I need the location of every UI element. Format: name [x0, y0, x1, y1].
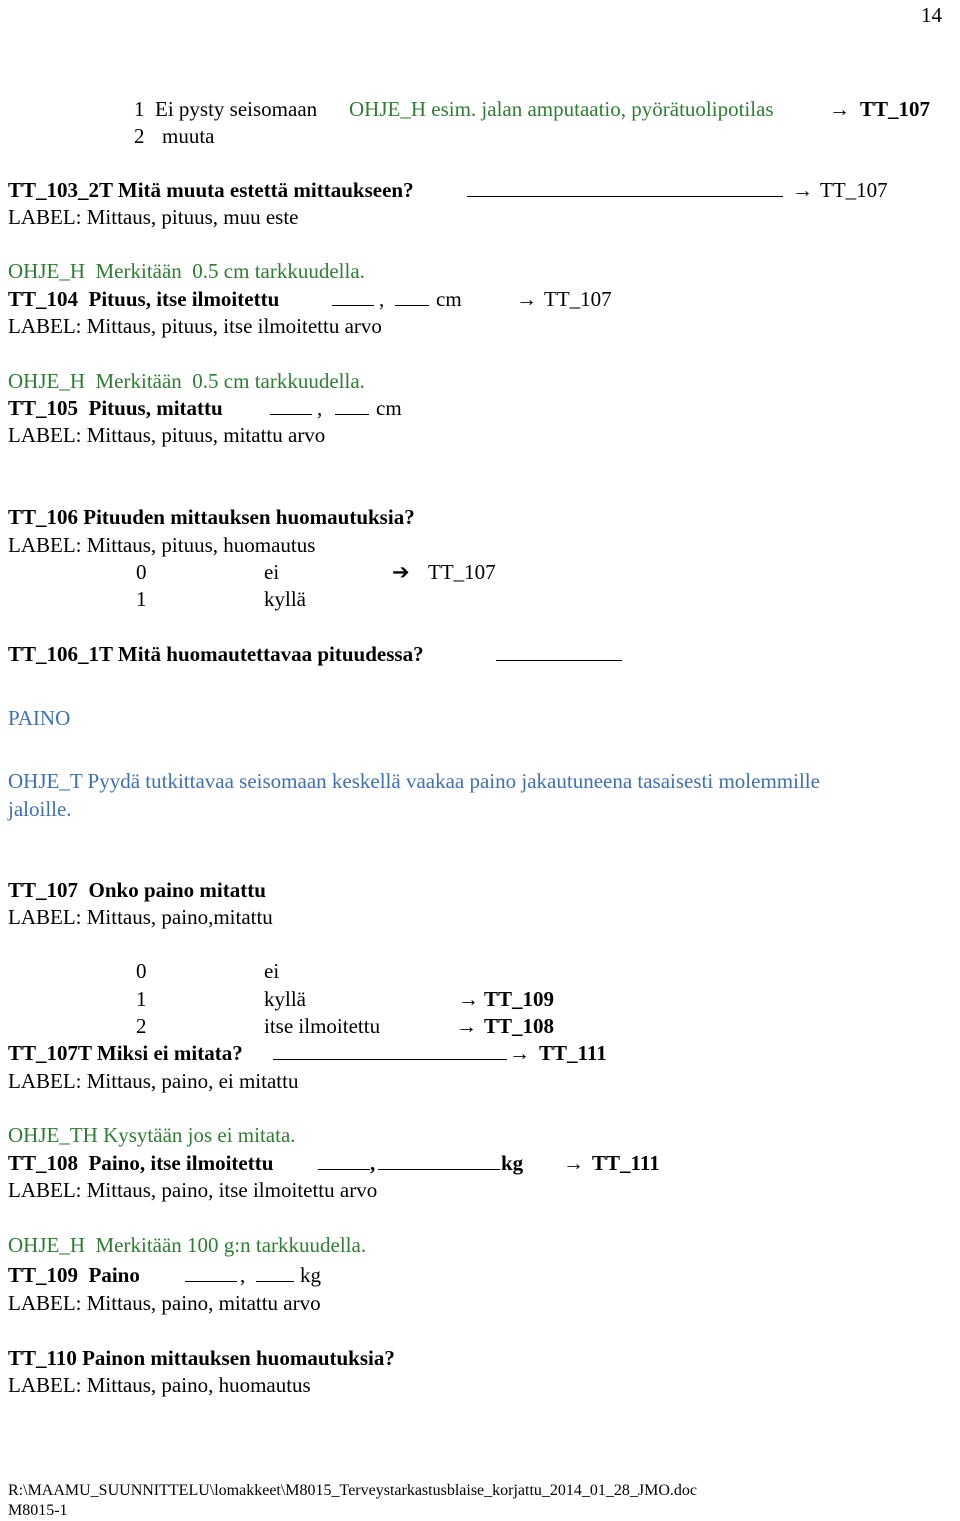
- option-1-goto: TT_107: [860, 97, 931, 121]
- option-0-label: ei: [264, 959, 280, 983]
- answer-blank[interactable]: [273, 1040, 507, 1066]
- option-1-label: kyllä: [264, 987, 306, 1011]
- label-line: LABEL: Mittaus, pituus, muu este: [8, 205, 299, 229]
- unit-label: cm: [376, 396, 402, 420]
- goto-tt109: TT_109: [484, 987, 555, 1011]
- question-tt108: TT_108 Paino, itse ilmoitettu: [8, 1151, 274, 1175]
- goto-tt107: TT_107: [428, 560, 496, 584]
- question-tt105: TT_105 Pituus, mitattu: [8, 396, 223, 420]
- unit-label: kg: [300, 1263, 321, 1287]
- label-line: LABEL: Mittaus, pituus, mitattu arvo: [8, 423, 326, 447]
- answer-blank[interactable]: [256, 1262, 294, 1288]
- footer-form-code: M8015-1: [8, 1502, 68, 1519]
- goto-tt107: TT_107: [544, 287, 612, 311]
- answer-blank[interactable]: [395, 286, 429, 312]
- goto-tt107: TT_107: [820, 178, 888, 202]
- unit-label: kg: [501, 1151, 524, 1175]
- option-1-code: 1: [136, 987, 147, 1011]
- option-2-label: muuta: [162, 124, 215, 148]
- label-line: LABEL: Mittaus, paino,mitattu: [8, 905, 273, 929]
- answer-blank[interactable]: [496, 641, 622, 667]
- page-number: 14: [921, 3, 942, 27]
- label-line: LABEL: Mittaus, pituus, huomautus: [8, 533, 316, 557]
- option-2-code: 2: [136, 1014, 147, 1038]
- comma-separator: ,: [370, 1151, 376, 1175]
- arrow-right-icon: →: [516, 287, 537, 311]
- label-line: LABEL: Mittaus, paino, itse ilmoitettu arvo: [8, 1178, 378, 1202]
- question-tt107t: TT_107T Miksi ei mitata?: [8, 1041, 243, 1065]
- comma-separator: ,: [379, 287, 385, 311]
- option-2-code: 2: [134, 124, 145, 148]
- option-2-label: itse ilmoitettu: [264, 1014, 381, 1038]
- answer-blank[interactable]: [185, 1262, 237, 1288]
- option-1-label: Ei pysty seisomaan: [155, 97, 318, 121]
- comma-separator: ,: [317, 396, 323, 420]
- arrow-right-icon: →: [829, 97, 850, 121]
- footer-file-path: R:\MAAMU_SUUNNITTELU\lomakkeet\M8015_Terveystarkastusblaise_korjattu_2014_01_28_JMO.doc: [8, 1482, 698, 1499]
- arrow-right-icon: →: [509, 1041, 530, 1065]
- ohje-t-note-cont: jaloille.: [8, 797, 72, 821]
- answer-blank[interactable]: [467, 177, 783, 203]
- answer-blank[interactable]: [335, 395, 369, 421]
- ohje-th-note: OHJE_TH Kysytään jos ei mitata.: [8, 1123, 296, 1147]
- arrow-right-icon: →: [456, 1014, 477, 1038]
- goto-tt108: TT_108: [484, 1014, 555, 1038]
- option-1-note: OHJE_H esim. jalan amputaatio, pyörätuolipotilas: [349, 97, 774, 121]
- option-0-label: ei: [264, 560, 280, 584]
- label-line: LABEL: Mittaus, paino, huomautus: [8, 1373, 311, 1397]
- arrow-right-icon: →: [458, 987, 479, 1011]
- ohje-h-note: OHJE_H Merkitään 0.5 cm tarkkuudella.: [8, 369, 365, 393]
- option-1-label: kyllä: [264, 587, 306, 611]
- label-line: LABEL: Mittaus, pituus, itse ilmoitettu arvo: [8, 314, 382, 338]
- answer-blank[interactable]: [318, 1150, 370, 1176]
- ohje-t-note: OHJE_T Pyydä tutkittavaa seisomaan keskellä vaakaa paino jakautuneena tasaisesti molemmille: [8, 769, 820, 793]
- unit-label: cm: [436, 287, 462, 311]
- question-tt103-2t: TT_103_2T Mitä muuta estettä mittaukseen?: [8, 178, 414, 202]
- arrow-right-icon: →: [792, 178, 813, 202]
- question-tt109: TT_109 Paino: [8, 1263, 140, 1287]
- answer-blank[interactable]: [270, 395, 312, 421]
- ohje-h-note: OHJE_H Merkitään 100 g:n tarkkuudella.: [8, 1233, 367, 1257]
- option-0-code: 0: [136, 560, 147, 584]
- question-tt106-1t: TT_106_1T Mitä huomautettavaa pituudessa?: [8, 642, 424, 666]
- goto-tt111: TT_111: [592, 1151, 660, 1175]
- label-line: LABEL: Mittaus, paino, ei mitattu: [8, 1069, 299, 1093]
- question-tt106: TT_106 Pituuden mittauksen huomautuksia?: [8, 505, 415, 529]
- arrow-right-icon: →: [563, 1151, 584, 1175]
- question-tt104: TT_104 Pituus, itse ilmoitettu: [8, 287, 280, 311]
- section-title: PAINO: [8, 706, 71, 730]
- option-0-code: 0: [136, 959, 147, 983]
- question-tt107: TT_107 Onko paino mitattu: [8, 878, 266, 902]
- answer-blank[interactable]: [332, 286, 374, 312]
- question-tt110: TT_110 Painon mittauksen huomautuksia?: [8, 1346, 395, 1370]
- option-1-code: 1: [136, 587, 147, 611]
- answer-blank[interactable]: [378, 1150, 500, 1176]
- comma-separator: ,: [240, 1263, 246, 1287]
- label-line: LABEL: Mittaus, paino, mitattu arvo: [8, 1291, 321, 1315]
- ohje-h-note: OHJE_H Merkitään 0.5 cm tarkkuudella.: [8, 259, 365, 283]
- goto-tt111: TT_111: [539, 1041, 607, 1065]
- option-1-code: 1: [134, 97, 145, 121]
- arrow-right-icon: ➔: [392, 560, 410, 584]
